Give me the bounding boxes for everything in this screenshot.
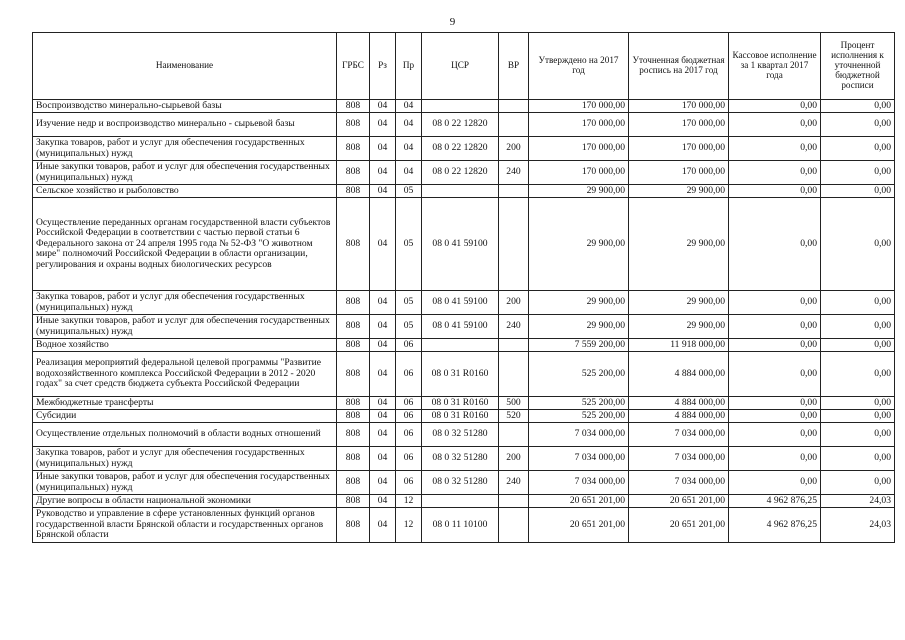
cell-approved: 29 900,00 xyxy=(529,315,629,339)
header-csr: ЦСР xyxy=(422,33,499,100)
cell-name: Сельское хозяйство и рыболовство xyxy=(33,185,337,198)
cell-pr: 04 xyxy=(396,137,422,161)
cell-refined: 4 884 000,00 xyxy=(629,397,729,410)
table-row xyxy=(33,495,895,508)
cell-csr: 08 0 32 51280 xyxy=(422,447,499,471)
cell-percent: 24,03 xyxy=(821,495,895,508)
table-row xyxy=(33,339,895,352)
cell-cash: 0,00 xyxy=(729,315,821,339)
table-row xyxy=(33,423,895,447)
cell-name: Закупка товаров, работ и услуг для обеспечения государственных (муниципальных) нужд xyxy=(33,137,337,161)
cell-name: Воспроизводство минерально-сырьевой базы xyxy=(33,100,337,113)
cell-approved: 525 200,00 xyxy=(529,397,629,410)
cell-refined: 4 884 000,00 xyxy=(629,410,729,423)
cell-grbs: 808 xyxy=(337,397,370,410)
cell-percent: 0,00 xyxy=(821,315,895,339)
cell-rz: 04 xyxy=(370,508,396,543)
cell-pr: 06 xyxy=(396,471,422,495)
cell-csr xyxy=(422,100,499,113)
cell-cash: 0,00 xyxy=(729,113,821,137)
cell-pr: 06 xyxy=(396,339,422,352)
cell-csr: 08 0 22 12820 xyxy=(422,113,499,137)
cell-refined: 170 000,00 xyxy=(629,100,729,113)
table-row xyxy=(33,161,895,185)
cell-cash: 0,00 xyxy=(729,100,821,113)
cell-refined: 170 000,00 xyxy=(629,161,729,185)
cell-rz: 04 xyxy=(370,423,396,447)
cell-refined: 7 034 000,00 xyxy=(629,447,729,471)
cell-grbs: 808 xyxy=(337,423,370,447)
cell-approved: 7 034 000,00 xyxy=(529,423,629,447)
cell-vr: 520 xyxy=(499,410,529,423)
cell-pr: 06 xyxy=(396,397,422,410)
cell-grbs: 808 xyxy=(337,508,370,543)
cell-vr xyxy=(499,352,529,397)
cell-refined: 29 900,00 xyxy=(629,185,729,198)
table-row xyxy=(33,471,895,495)
cell-csr: 08 0 31 R0160 xyxy=(422,410,499,423)
table-row xyxy=(33,410,895,423)
cell-percent: 0,00 xyxy=(821,198,895,291)
cell-grbs: 808 xyxy=(337,352,370,397)
cell-rz: 04 xyxy=(370,397,396,410)
cell-rz: 04 xyxy=(370,495,396,508)
cell-percent: 0,00 xyxy=(821,410,895,423)
header-grbs: ГРБС xyxy=(337,33,370,100)
cell-csr xyxy=(422,339,499,352)
table-row xyxy=(33,185,895,198)
header-pr: Пр xyxy=(396,33,422,100)
cell-percent: 0,00 xyxy=(821,291,895,315)
budget-execution-table xyxy=(32,32,895,543)
cell-vr xyxy=(499,100,529,113)
cell-name: Реализация мероприятий федеральной целевой программы "Развитие водохозяйственного комплекса Российской Федерации в 2012 - 2020 годах" за счет средств бюджета субъекта Российской Федерации xyxy=(33,352,337,397)
cell-vr xyxy=(499,423,529,447)
cell-rz: 04 xyxy=(370,315,396,339)
cell-vr: 240 xyxy=(499,471,529,495)
cell-refined: 20 651 201,00 xyxy=(629,495,729,508)
cell-name: Другие вопросы в области национальной экономики xyxy=(33,495,337,508)
cell-grbs: 808 xyxy=(337,495,370,508)
cell-name: Иные закупки товаров, работ и услуг для обеспечения государственных (муниципальных) нужд xyxy=(33,471,337,495)
cell-percent: 0,00 xyxy=(821,352,895,397)
page-number: 9 xyxy=(449,16,456,28)
cell-name: Водное хозяйство xyxy=(33,339,337,352)
cell-rz: 04 xyxy=(370,447,396,471)
cell-pr: 05 xyxy=(396,315,422,339)
cell-name: Иные закупки товаров, работ и услуг для обеспечения государственных (муниципальных) нужд xyxy=(33,315,337,339)
cell-rz: 04 xyxy=(370,198,396,291)
cell-csr: 08 0 41 59100 xyxy=(422,291,499,315)
cell-cash: 0,00 xyxy=(729,352,821,397)
cell-vr: 200 xyxy=(499,291,529,315)
cell-refined: 7 034 000,00 xyxy=(629,471,729,495)
cell-vr xyxy=(499,198,529,291)
cell-vr xyxy=(499,508,529,543)
cell-pr: 05 xyxy=(396,185,422,198)
cell-percent: 0,00 xyxy=(821,397,895,410)
cell-grbs: 808 xyxy=(337,447,370,471)
table-body xyxy=(33,100,895,543)
cell-refined: 4 884 000,00 xyxy=(629,352,729,397)
table-row xyxy=(33,315,895,339)
header-cash: Кассовое исполнение за 1 квартал 2017 года xyxy=(729,33,821,100)
header-percent: Процент исполнения к уточненной бюджетной росписи xyxy=(821,33,895,100)
table-row xyxy=(33,352,895,397)
cell-csr: 08 0 11 10100 xyxy=(422,508,499,543)
header-refined: Уточненная бюджетная роспись на 2017 год xyxy=(629,33,729,100)
table-row xyxy=(33,397,895,410)
cell-cash: 0,00 xyxy=(729,185,821,198)
table-header-row xyxy=(33,33,895,100)
cell-rz: 04 xyxy=(370,471,396,495)
cell-rz: 04 xyxy=(370,185,396,198)
cell-vr: 500 xyxy=(499,397,529,410)
cell-refined: 29 900,00 xyxy=(629,315,729,339)
cell-approved: 170 000,00 xyxy=(529,137,629,161)
cell-approved: 29 900,00 xyxy=(529,185,629,198)
cell-rz: 04 xyxy=(370,100,396,113)
cell-refined: 29 900,00 xyxy=(629,291,729,315)
cell-cash: 0,00 xyxy=(729,161,821,185)
cell-percent: 24,03 xyxy=(821,508,895,543)
cell-grbs: 808 xyxy=(337,100,370,113)
cell-name: Субсидии xyxy=(33,410,337,423)
cell-rz: 04 xyxy=(370,161,396,185)
header-vr: ВР xyxy=(499,33,529,100)
cell-cash: 0,00 xyxy=(729,291,821,315)
cell-cash: 4 962 876,25 xyxy=(729,495,821,508)
cell-percent: 0,00 xyxy=(821,185,895,198)
cell-pr: 12 xyxy=(396,495,422,508)
cell-csr: 08 0 22 12820 xyxy=(422,137,499,161)
cell-grbs: 808 xyxy=(337,315,370,339)
cell-refined: 29 900,00 xyxy=(629,198,729,291)
cell-vr xyxy=(499,495,529,508)
cell-cash: 0,00 xyxy=(729,471,821,495)
cell-percent: 0,00 xyxy=(821,100,895,113)
cell-approved: 170 000,00 xyxy=(529,161,629,185)
cell-name: Межбюджетные трансферты xyxy=(33,397,337,410)
cell-grbs: 808 xyxy=(337,137,370,161)
cell-vr xyxy=(499,113,529,137)
cell-pr: 04 xyxy=(396,161,422,185)
cell-pr: 06 xyxy=(396,410,422,423)
cell-vr: 240 xyxy=(499,161,529,185)
cell-refined: 170 000,00 xyxy=(629,113,729,137)
cell-name: Иные закупки товаров, работ и услуг для обеспечения государственных (муниципальных) нужд xyxy=(33,161,337,185)
cell-approved: 29 900,00 xyxy=(529,291,629,315)
cell-rz: 04 xyxy=(370,291,396,315)
cell-pr: 04 xyxy=(396,113,422,137)
cell-cash: 0,00 xyxy=(729,423,821,447)
cell-csr: 08 0 22 12820 xyxy=(422,161,499,185)
table-row xyxy=(33,100,895,113)
cell-grbs: 808 xyxy=(337,339,370,352)
cell-approved: 525 200,00 xyxy=(529,410,629,423)
cell-approved: 525 200,00 xyxy=(529,352,629,397)
cell-pr: 06 xyxy=(396,423,422,447)
cell-csr: 08 0 41 59100 xyxy=(422,198,499,291)
table-row xyxy=(33,508,895,543)
cell-rz: 04 xyxy=(370,137,396,161)
cell-approved: 7 034 000,00 xyxy=(529,471,629,495)
cell-grbs: 808 xyxy=(337,161,370,185)
cell-pr: 06 xyxy=(396,447,422,471)
table-row xyxy=(33,113,895,137)
cell-rz: 04 xyxy=(370,339,396,352)
cell-cash: 0,00 xyxy=(729,198,821,291)
cell-percent: 0,00 xyxy=(821,447,895,471)
cell-percent: 0,00 xyxy=(821,113,895,137)
cell-name: Закупка товаров, работ и услуг для обеспечения государственных (муниципальных) нужд xyxy=(33,447,337,471)
cell-approved: 170 000,00 xyxy=(529,113,629,137)
cell-approved: 29 900,00 xyxy=(529,198,629,291)
cell-cash: 0,00 xyxy=(729,410,821,423)
header-rz: Рз xyxy=(370,33,396,100)
cell-name: Изучение недр и воспроизводство минерально - сырьевой базы xyxy=(33,113,337,137)
cell-vr: 240 xyxy=(499,315,529,339)
cell-pr: 06 xyxy=(396,352,422,397)
table-row xyxy=(33,291,895,315)
table-row xyxy=(33,137,895,161)
cell-refined: 11 918 000,00 xyxy=(629,339,729,352)
cell-pr: 05 xyxy=(396,291,422,315)
cell-vr xyxy=(499,185,529,198)
cell-percent: 0,00 xyxy=(821,161,895,185)
cell-pr: 12 xyxy=(396,508,422,543)
cell-csr: 08 0 32 51280 xyxy=(422,471,499,495)
header-approved: Утверждено на 2017 год xyxy=(529,33,629,100)
cell-cash: 4 962 876,25 xyxy=(729,508,821,543)
header-name: Наименование xyxy=(33,33,337,100)
cell-approved: 20 651 201,00 xyxy=(529,495,629,508)
cell-vr: 200 xyxy=(499,447,529,471)
cell-name: Осуществление отдельных полномочий в области водных отношений xyxy=(33,423,337,447)
cell-grbs: 808 xyxy=(337,291,370,315)
cell-percent: 0,00 xyxy=(821,471,895,495)
cell-name: Руководство и управление в сфере установленных функций органов государственной власти Брянской области и государственных органов Брянской области xyxy=(33,508,337,543)
cell-refined: 170 000,00 xyxy=(629,137,729,161)
cell-grbs: 808 xyxy=(337,471,370,495)
cell-csr: 08 0 31 R0160 xyxy=(422,397,499,410)
cell-percent: 0,00 xyxy=(821,339,895,352)
cell-cash: 0,00 xyxy=(729,397,821,410)
cell-approved: 7 034 000,00 xyxy=(529,447,629,471)
cell-refined: 20 651 201,00 xyxy=(629,508,729,543)
cell-percent: 0,00 xyxy=(821,423,895,447)
cell-cash: 0,00 xyxy=(729,137,821,161)
cell-csr xyxy=(422,185,499,198)
cell-approved: 7 559 200,00 xyxy=(529,339,629,352)
cell-pr: 05 xyxy=(396,198,422,291)
cell-csr xyxy=(422,495,499,508)
cell-csr: 08 0 31 R0160 xyxy=(422,352,499,397)
cell-grbs: 808 xyxy=(337,410,370,423)
cell-vr xyxy=(499,339,529,352)
cell-grbs: 808 xyxy=(337,113,370,137)
cell-vr: 200 xyxy=(499,137,529,161)
cell-rz: 04 xyxy=(370,352,396,397)
cell-grbs: 808 xyxy=(337,198,370,291)
cell-cash: 0,00 xyxy=(729,339,821,352)
cell-approved: 20 651 201,00 xyxy=(529,508,629,543)
cell-rz: 04 xyxy=(370,113,396,137)
cell-approved: 170 000,00 xyxy=(529,100,629,113)
cell-pr: 04 xyxy=(396,100,422,113)
cell-refined: 7 034 000,00 xyxy=(629,423,729,447)
cell-csr: 08 0 41 59100 xyxy=(422,315,499,339)
cell-cash: 0,00 xyxy=(729,447,821,471)
cell-percent: 0,00 xyxy=(821,137,895,161)
cell-name: Закупка товаров, работ и услуг для обеспечения государственных (муниципальных) нужд xyxy=(33,291,337,315)
cell-csr: 08 0 32 51280 xyxy=(422,423,499,447)
table-row xyxy=(33,447,895,471)
cell-name: Осуществление переданных органам государственной власти субъектов Российской Федерации в соответствии с частью первой статьи 6 Федерального закона от 24 апреля 1995 года № 52-ФЗ "О животном мире" полномочий Российской Федерации в области организации, регулирования и охраны водных биологических ресурсов xyxy=(33,198,337,291)
cell-rz: 04 xyxy=(370,410,396,423)
cell-grbs: 808 xyxy=(337,185,370,198)
table-row xyxy=(33,198,895,291)
